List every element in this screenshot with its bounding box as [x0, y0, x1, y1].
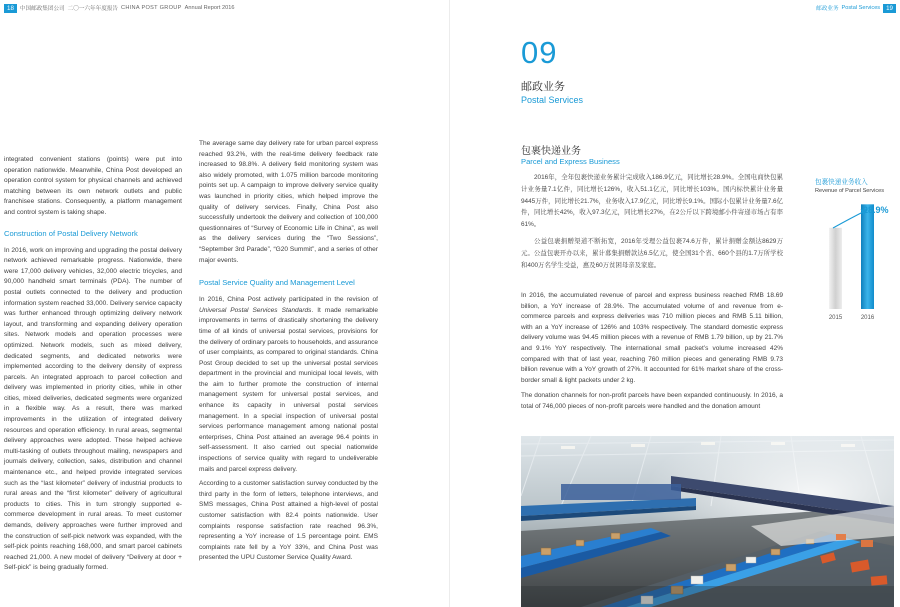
english-text-block	[521, 291, 783, 418]
bar-2015	[829, 228, 842, 309]
header-org-zh: 中国邮政集团公司	[19, 6, 65, 12]
en-paragraph-1: In 2016, the accumulated revenue of parcel and express business reached RMB 18.69 billion, a YoY increase of 28.9%. The accumulated volume of and revenue from e-commerce parcels and express deliveries was 710 million pieces and RMB 5.11 billion, with an a YoY increase of 126% and 103% respectively. The standard domestic express delivery volume was 94.45 million pieces with a revenue of RMB 1.79 billion, up by 21.7% and 9.1% YoY respectively. The international small packet’s volume increased 42% compared with that of last year, reaching 760 million pieces and generating RMB 9.73 billion revenue with a YoY growth of 27%. It accounted for 61% market share of the cross-border small & light packets under 2 kg.	[521, 292, 783, 384]
header-report-en: Annual Report 2016	[184, 5, 235, 11]
growth-arrow	[833, 211, 865, 228]
col2-paragraph-2-rest: . It made remarkable improvements in terms of drastically shortening the delivery time of all kinds of universal postal services, provisions for the delivery of ordinary parcels to households, and assurance of user complaints, as compared to original standards. China Post Group decided to set up the universal postal services department in the provincial and municipal local levels, with the aim to further promote the construction of internal management system for universal postal services, and enhance its capacity in universal postal services management. In a special inspection of universal postal services performance management among national postal enterprises, China Post attained an average 96.4 points in self-assessment. It also carried out special nationwide inspections of service quality with regard to undeliverable mails and parcel express delivery.	[199, 306, 378, 473]
text-column-2	[199, 139, 378, 568]
header-section-zh: 邮政业务	[816, 6, 839, 12]
col2-paragraph-3: According to a customer satisfaction survey conducted by the third party in the form of letters, telephone interviews, and SMS messages, China Post attained a high-level of postal customer satisfaction with 82.4 points nationwide. User complaints response satisfaction rate reached 96.3%, representing a YoY increase of 1.5 percentage point. EMS complaints rate fell by a YoY 33%, and China Post was presented the UPU Customer Service Quality Award.	[199, 480, 378, 562]
zh-paragraph-1: 2016年，全年包裹快递业务累计完成收入186.9亿元，同比增长28.9%。全国电商快包累计业务量7.1亿件，同比增长126%，收入51.1亿元，同比增长103%。国内标快累计业务量9445万件，同比增长21.7%，业务收入17.9亿元，同比增长9.1%。国际小包累计业务量7.6亿件，同比增长42%，收入97.3亿元，同比增长27%，在2公斤以下跨境邮小件寄递市场占有率61%。	[521, 174, 783, 229]
header-section-en: Postal Services	[841, 5, 881, 11]
chinese-text-block	[521, 172, 783, 276]
revenue-chart	[815, 176, 895, 326]
left-page-number: 18	[4, 4, 17, 13]
zh-paragraph-2: 公益包裹捐赠渠道不断拓宽，2016年受理公益包裹74.6万件，累计捐赠金额达8629万元。公益包裹开办以来，累计募集捐赠款达6.5亿元，使全国31个省、660个县的1.7万所学校和400万名学生受益，惠及60万贫困母亲及家庭。	[521, 237, 783, 269]
sorting-center-illustration	[521, 436, 894, 607]
header-org-en: CHINA POST GROUP	[121, 5, 182, 11]
col1-paragraph-2: In 2016, work on improving and upgrading the postal delivery network achieved remarkable progress. Nationwide, there were 17,000 delivery vehicles, 32,000 electric tricycles, and 90,000 handheld smart terminals (PDA). The number of postal outlets connected to the delivery and production information system reached 33,000. Delivery service capacity was further enhanced through optimizing delivery network layout, and transforming and expanding delivery operation sites. Network models and operation processes were optimized. Network models, such as mixed delivery, dedicated segments, and dedicated networks were implemented according to the delivery density of express parcels. An integrated approach to parcel collection and delivery was implemented in priority cities, while in other cities, mixed deliveries, dedicated segments were organized in a flexible way. As a result, there was marked improvements in the utilization of integrated delivery resources and operation efficiency. In rural areas, segmental delivery approaches were adopted. These helped achieve multi-tasking of outlets throughout mailing, newspapers and journals delivery, collection, sales, distribution and channel maintenance etc., and helped provide integrated services such as the “last kilometer” delivery of industrial products to rural areas and the “first kilometer” delivery of agricultural products to cities. This in turn strongly supported e-commerce development in rural areas. To meet customer demands, delivery approaches were further improved and the construction of self-pick network was expanded, with the self-pick points reaching 168,000, and smart parcel cabinets reached 21,000. A new model of delivery “Delivery at door + Self-pick” is being gradually formed.	[4, 246, 182, 572]
right-page-number: 19	[883, 4, 896, 13]
en-paragraph-2: The donation channels for non-profit parcels have been expanded continuously. In 2016, a total of 746,000 pieces of non-profit parcels were handled and the donation amount	[521, 392, 783, 410]
section-title-zh: 包裹快递业务	[521, 146, 581, 157]
tick-label-2016: 2016	[860, 315, 875, 321]
col2-paragraph-2	[199, 295, 378, 475]
chart-title: 包裹快递业务收入	[815, 179, 868, 186]
bar-2016	[861, 204, 874, 309]
chapter-title-zh: 邮政业务	[521, 81, 565, 93]
standard-title: Universal Postal Services Standards	[199, 306, 312, 314]
revenue-chart-svg	[815, 176, 895, 326]
chapter-number: 09	[521, 35, 558, 70]
header-report-zh: 二〇一六年年度报告	[67, 6, 119, 12]
subheading-service-quality: Postal Service Quality and Management Level	[199, 278, 355, 288]
col1-paragraph-1: integrated convenient stations (points) were put into operation nationwide. Meanwhile, China Post developed an operation control system for physical channels and achieved matching between its own network outlets and public franchisee stations. Consequently, a platform management and control system is taking shape.	[4, 156, 182, 216]
col2-paragraph-1: The average same day delivery rate for urban parcel express reached 93.2%, with the real-time delivery feedback rate increased to 98.8%. A delivery field monitoring system was also widely promoted, with 1.075 million barcode monitoring points set up. A campaign to improve delivery service quality was launched in priority cities, which helped improve the quality of delivery services. Finally, China Post also successfully undertook the delivery and collection of 100,000 questionnaires of “Survey of Economic Life in China”, as well as the delivery services during the “Two Sessions”, “September 3rd Parade”, “G20 Summit”, and a series of other major events.	[199, 140, 378, 264]
sorting-center-photo	[521, 436, 894, 607]
left-page-header	[4, 3, 234, 13]
text-column-1	[4, 155, 182, 578]
right-page-header	[816, 3, 896, 13]
col2-paragraph-2-start: In 2016, China Post actively participated in the revision of	[199, 296, 378, 304]
page-gutter	[449, 0, 450, 607]
growth-annotation: 28.9%	[863, 205, 889, 215]
chapter-title-en: Postal Services	[521, 95, 584, 105]
tick-label-2015: 2015	[828, 315, 843, 321]
chart-subtitle: Revenue of Parcel Services	[815, 188, 885, 194]
section-title-en: Parcel and Express Business	[521, 157, 620, 166]
subheading-delivery-network: Construction of Postal Delivery Network	[4, 228, 138, 238]
